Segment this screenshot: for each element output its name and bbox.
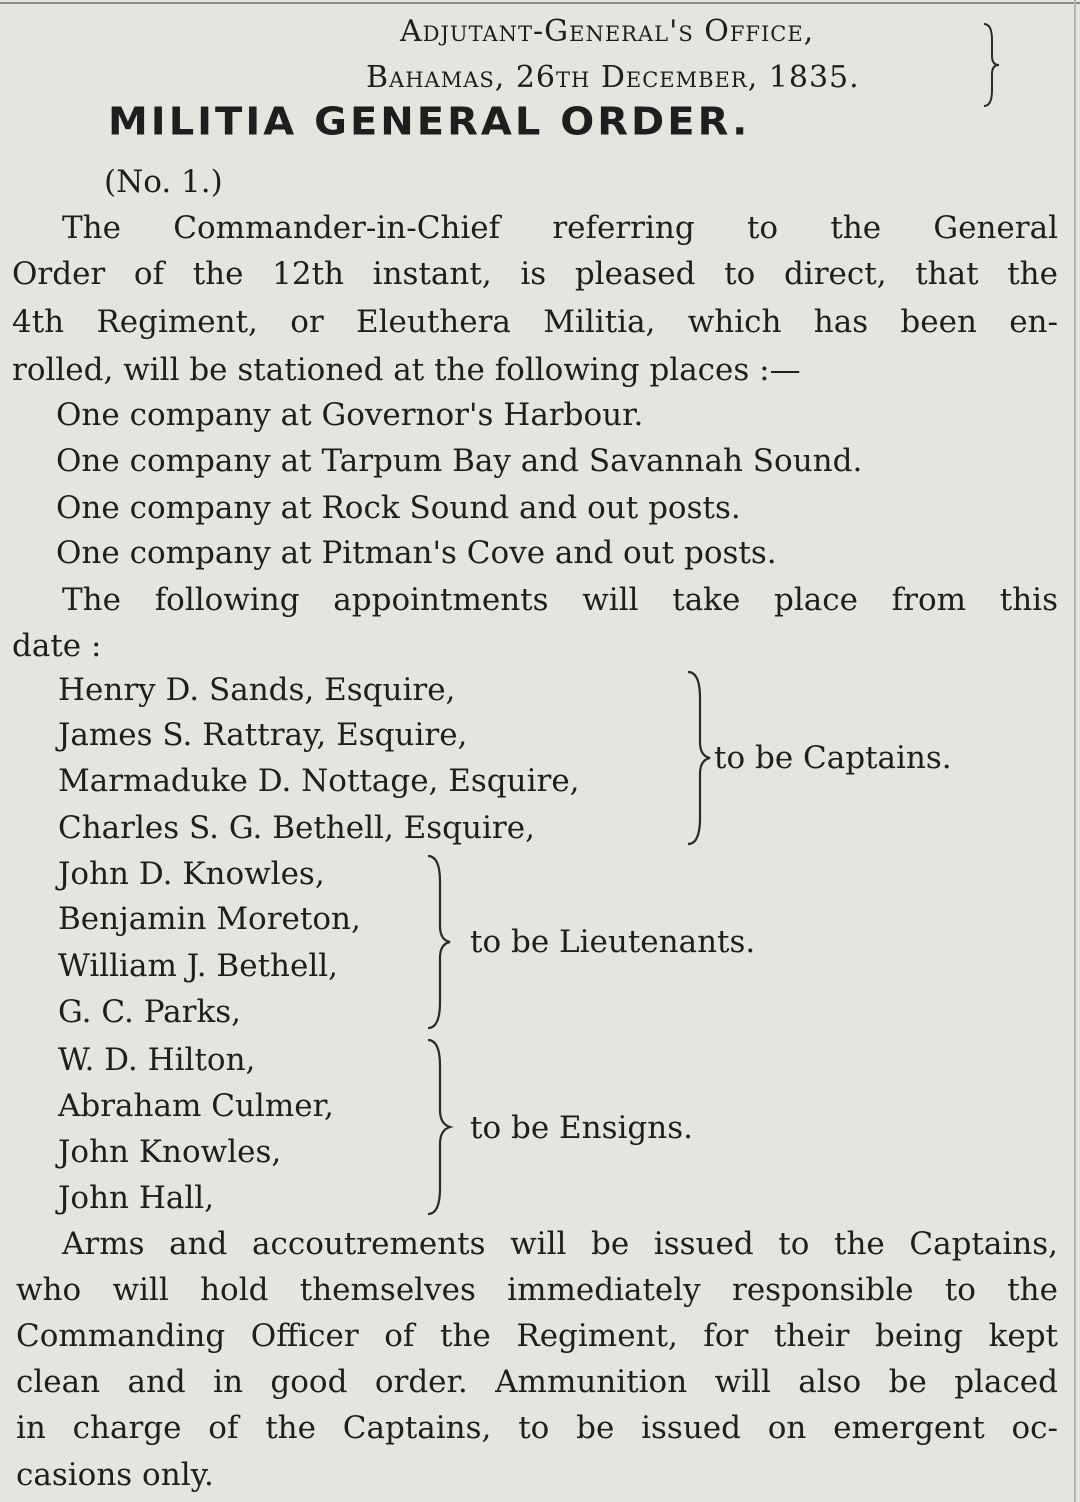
para1-line-1: The Commander-in-Chief referring to the General [62,210,1058,246]
station-4: One company at Pitman's Cove and out posts. [56,535,777,571]
para3-line-1: Arms and accoutrements will be issued to the Captains, [62,1226,1058,1262]
ensigns-label: to be Ensigns. [470,1110,694,1146]
ensign-4: John Hall, [58,1180,215,1216]
para3-line-6: casions only. [16,1457,214,1493]
ensign-2: Abraham Culmer, [58,1088,334,1124]
lieutenants-label: to be Lieutenants. [470,924,756,960]
para1-line-2: Order of the 12th instant, is pleased to direct, that the [12,256,1058,292]
order-number: (No. 1.) [104,164,223,200]
para2-line-2: date : [12,628,102,664]
para1-line-4: rolled, will be stationed at the following places :— [12,352,801,388]
lieutenants-brace [420,852,454,1034]
ensign-1: W. D. Hilton, [58,1042,256,1078]
para3-line-2: who will hold themselves immediately responsible to the [16,1272,1058,1308]
lieutenant-3: William J. Bethell, [58,948,339,984]
captain-2: James S. Rattray, Esquire, [58,717,468,753]
para3-line-3: Commanding Officer of the Regiment, for their being kept [16,1318,1058,1354]
ensign-3: John Knowles, [58,1134,282,1170]
para1-line-3: 4th Regiment, or Eleuthera Militia, which has been en- [12,304,1058,340]
lieutenant-4: G. C. Parks, [58,994,242,1030]
header-office: Adjutant-General's Office, [400,14,815,49]
order-title: MILITIA GENERAL ORDER. [108,99,751,145]
captain-4: Charles S. G. Bethell, Esquire, [58,810,535,846]
captains-label: to be Captains. [714,740,952,776]
column-rule [1074,0,1076,1502]
header-place-date: Bahamas, 26th December, 1835. [366,60,860,95]
lieutenant-1: John D. Knowles, [58,856,325,892]
para3-line-5: in charge of the Captains, to be issued on emergent oc- [16,1410,1058,1446]
ensigns-brace [420,1036,454,1220]
captain-1: Henry D. Sands, Esquire, [58,672,456,708]
para3-line-4: clean and in good order. Ammunition will also be placed [16,1364,1058,1400]
station-2: One company at Tarpum Bay and Savannah Sound. [56,443,863,479]
top-rule [0,2,1080,4]
station-3: One company at Rock Sound and out posts. [56,490,741,526]
station-1: One company at Governor's Harbour. [56,397,644,433]
para2-line-1: The following appointments will take place from this [62,582,1058,618]
lieutenant-2: Benjamin Moreton, [58,901,361,937]
captains-brace [680,668,714,850]
header-brace [980,22,1002,108]
captain-3: Marmaduke D. Nottage, Esquire, [58,763,580,799]
